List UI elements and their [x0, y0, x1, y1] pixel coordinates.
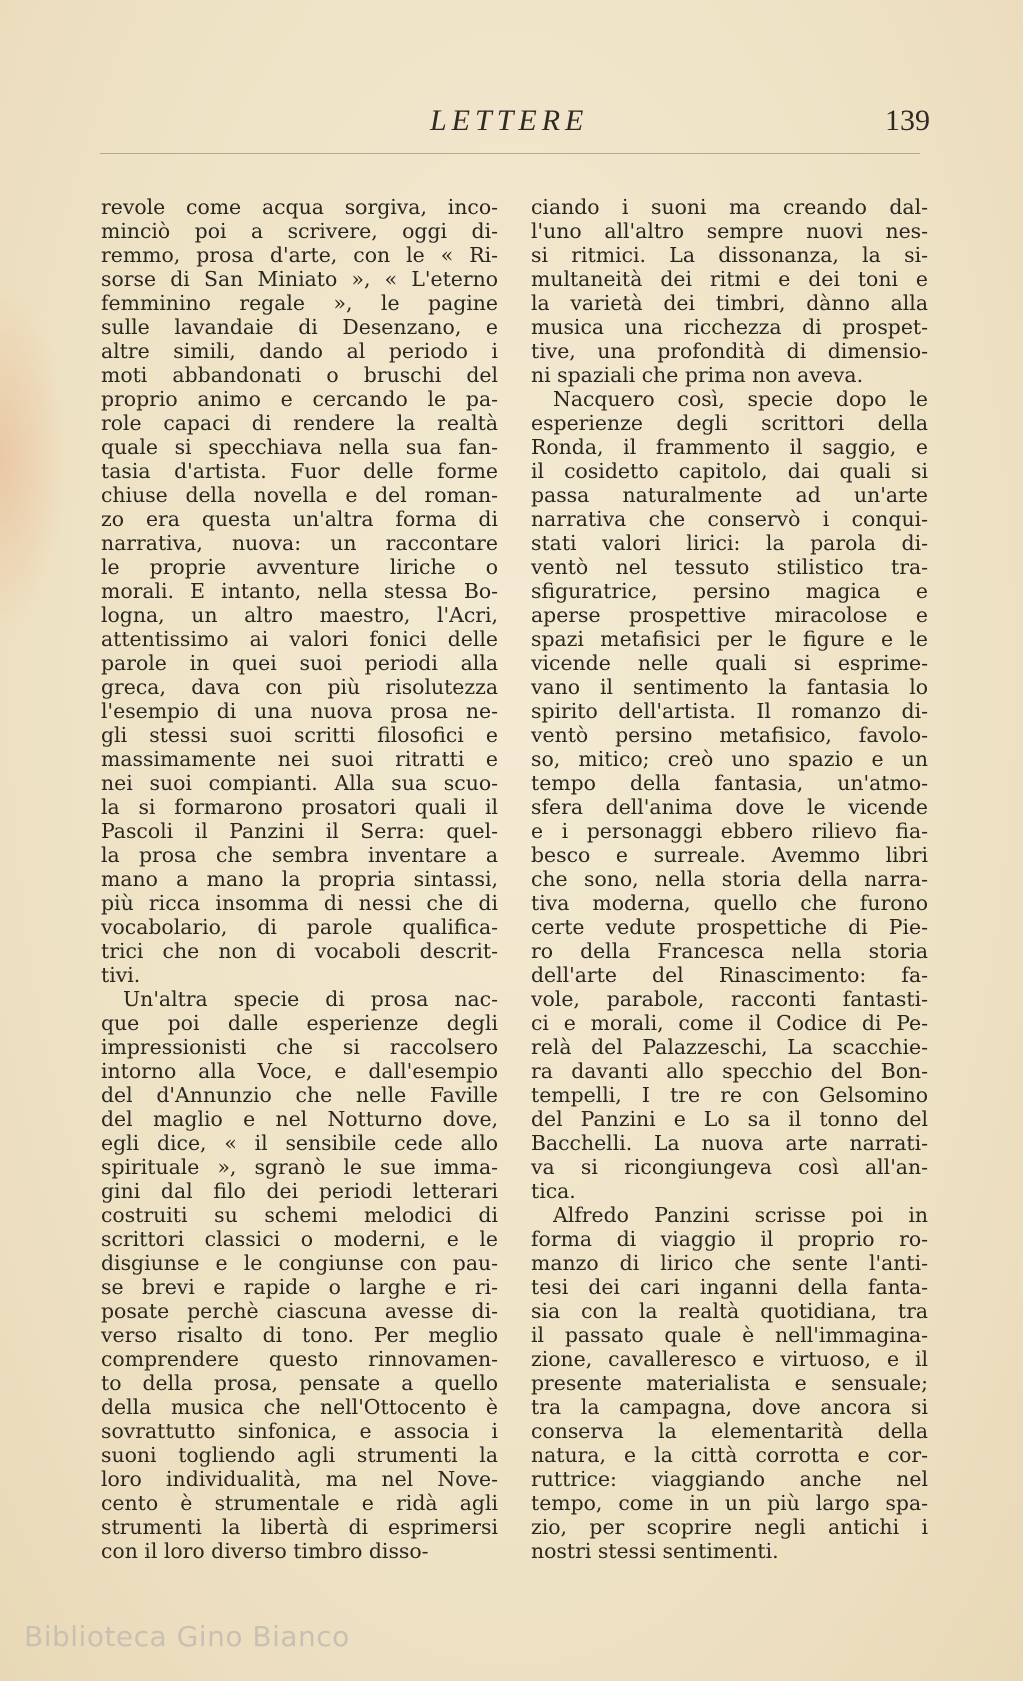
text-line: ventò persino metafisico, favolo- [531, 723, 928, 747]
text-line: che sono, nella storia della narra- [531, 867, 928, 891]
text-line: remmo, prosa d'arte, con le « Ri- [101, 243, 498, 267]
text-line: ciando i suoni ma creando dal- [531, 195, 928, 219]
text-line: massimamente nei suoi ritratti e [101, 747, 498, 771]
text-line: forma di viaggio il proprio ro- [531, 1227, 928, 1251]
text-line: narrativa che conservò i conqui- [531, 507, 928, 531]
text-line: passa naturalmente ad un'arte [531, 483, 928, 507]
text-line: sfiguratrice, persino magica e [531, 579, 928, 603]
text-line: le proprie avventure liriche o [101, 555, 498, 579]
text-line: più ricca insomma di nessi che di [101, 891, 498, 915]
text-line: si ritmici. La dissonanza, la si- [531, 243, 928, 267]
text-line: revole come acqua sorgiva, inco- [101, 195, 498, 219]
text-line: verso risalto di tono. Per meglio [101, 1323, 498, 1347]
text-line: tica. [531, 1179, 576, 1203]
left-text-column [101, 195, 498, 1563]
text-line: morali. E intanto, nella stessa Bo- [101, 579, 498, 603]
text-line: logna, un altro maestro, l'Acri, [101, 603, 498, 627]
text-line: gli stessi suoi scritti filosofici e [101, 723, 498, 747]
text-line: besco e surreale. Avemmo libri [531, 843, 928, 867]
text-line: manzo di lirico che sente l'anti- [531, 1251, 928, 1275]
text-line: musica una ricchezza di prospet- [531, 315, 928, 339]
text-line: posate perchè ciascuna avesse di- [101, 1299, 498, 1323]
text-line: del maglio e nel Notturno dove, [101, 1107, 498, 1131]
text-line: ruttrice: viaggiando anche nel [531, 1467, 928, 1491]
text-line: del Panzini e Lo sa il tonno del [531, 1107, 928, 1131]
text-line: Alfredo Panzini scrisse poi in [553, 1203, 928, 1227]
text-line: altre simili, dando al periodo i [101, 339, 498, 363]
text-line: Pascoli il Panzini il Serra: quel- [101, 819, 498, 843]
text-line: tivi. [101, 963, 141, 987]
text-line: mano a mano la propria sintassi, [101, 867, 498, 891]
text-line: stati valori lirici: la parola di- [531, 531, 928, 555]
text-line: chiuse della novella e del roman- [101, 483, 498, 507]
text-line: sfera dell'anima dove le vicende [531, 795, 928, 819]
text-line: to della prosa, pensate a quello [101, 1371, 498, 1395]
text-line: del d'Annunzio che nelle Faville [101, 1083, 498, 1107]
text-line: nei suoi compianti. Alla sua scuo- [101, 771, 498, 795]
text-line: intorno alla Voce, e dall'esempio [101, 1059, 498, 1083]
text-line: ro della Francesca nella storia [531, 939, 928, 963]
text-line: tiva moderna, quello che furono [531, 891, 928, 915]
text-line: strumenti la libertà di esprimersi [101, 1515, 498, 1539]
text-line: il passato quale è nell'immagina- [531, 1323, 928, 1347]
text-line: certe vedute prospettiche di Pie- [531, 915, 928, 939]
text-line: la prosa che sembra inventare a [101, 843, 498, 867]
text-line: il cosidetto capitolo, dai quali si [531, 459, 928, 483]
text-line: zo era questa un'altra forma di [101, 507, 498, 531]
text-line: greca, dava con più risolutezza [101, 675, 498, 699]
text-line: spirituale », sgranò le sue imma- [101, 1155, 498, 1179]
text-line: tra la campagna, dove ancora si [531, 1395, 928, 1419]
paper-stain [0, 280, 70, 640]
right-text-column [531, 195, 928, 1563]
text-line: della musica che nell'Ottocento è [101, 1395, 498, 1419]
text-line: tempo della fantasia, un'atmo- [531, 771, 928, 795]
text-line: e i personaggi ebbero rilievo fia- [531, 819, 928, 843]
text-line: egli dice, « il sensibile cede allo [101, 1131, 498, 1155]
text-line: comprendere questo rinnovamen- [101, 1347, 498, 1371]
text-line: so, mitico; creò uno spazio e un [531, 747, 928, 771]
text-line: la varietà dei timbri, dànno alla [531, 291, 928, 315]
text-line: ci e morali, come il Codice di Pe- [531, 1011, 928, 1035]
text-line: cento è strumentale e ridà agli [101, 1491, 498, 1515]
text-line: disgiunse e le congiunse con pau- [101, 1251, 498, 1275]
text-line: ventò nel tessuto stilistico tra- [531, 555, 928, 579]
text-line: proprio animo e cercando le pa- [101, 387, 498, 411]
text-line: nostri stessi sentimenti. [531, 1539, 779, 1563]
text-line: con il loro diverso timbro disso- [101, 1539, 429, 1563]
text-line: vano il sentimento la fantasia lo [531, 675, 928, 699]
text-line: zio, per scoprire negli antichi i [531, 1515, 928, 1539]
text-line: trici che non di vocaboli descrit- [101, 939, 498, 963]
text-line: tive, una profondità di dimensio- [531, 339, 928, 363]
text-line: spirito dell'artista. Il romanzo di- [531, 699, 928, 723]
text-line: costruiti su schemi melodici di [101, 1203, 498, 1227]
text-line: se brevi e rapide o larghe e ri- [101, 1275, 498, 1299]
text-line: vole, parabole, racconti fantasti- [531, 987, 928, 1011]
text-line: dell'arte del Rinascimento: fa- [531, 963, 928, 987]
text-line: presente materialista e sensuale; [531, 1371, 928, 1395]
text-line: ni spaziali che prima non aveva. [531, 363, 864, 387]
text-line: relà del Palazzeschi, La scacchie- [531, 1035, 928, 1059]
text-line: tempelli, I tre re con Gelsomino [531, 1083, 928, 1107]
text-line: que poi dalle esperienze degli [101, 1011, 498, 1035]
text-line: vocabolario, di parole qualifica- [101, 915, 498, 939]
text-line: multaneità dei ritmi e dei toni e [531, 267, 928, 291]
text-line: Nacquero così, specie dopo le [553, 387, 928, 411]
text-line: femminino regale », le pagine [101, 291, 498, 315]
text-line: l'uno all'altro sempre nuovi nes- [531, 219, 928, 243]
library-watermark: Biblioteca Gino Bianco [24, 1620, 350, 1653]
text-line: moti abbandonati o bruschi del [101, 363, 498, 387]
text-line: zione, cavalleresco e virtuoso, e il [531, 1347, 928, 1371]
text-line: aperse prospettive miracolose e [531, 603, 928, 627]
text-line: la si formarono prosatori quali il [101, 795, 498, 819]
text-line: l'esempio di una nuova prosa ne- [101, 699, 498, 723]
text-line: suoni togliendo agli strumenti la [101, 1443, 498, 1467]
text-line: esperienze degli scrittori della [531, 411, 928, 435]
text-line: ra davanti allo specchio del Bon- [531, 1059, 928, 1083]
text-line: scrittori classici o moderni, e le [101, 1227, 498, 1251]
text-line: Ronda, il frammento il saggio, e [531, 435, 928, 459]
text-line: conserva la elementarità della [531, 1419, 928, 1443]
text-line: gini dal filo dei periodi letterari [101, 1179, 498, 1203]
text-line: sia con la realtà quotidiana, tra [531, 1299, 928, 1323]
text-line: parole in quei suoi periodi alla [101, 651, 498, 675]
text-line: sulle lavandaie di Desenzano, e [101, 315, 498, 339]
page-number: 139 [885, 104, 930, 137]
text-line: quale si specchiava nella sua fan- [101, 435, 498, 459]
text-line: tempo, come in un più largo spa- [531, 1491, 928, 1515]
text-line: spazi metafisici per le figure e le [531, 627, 928, 651]
running-head: LETTERE [430, 104, 589, 137]
text-line: tesi dei cari inganni della fanta- [531, 1275, 928, 1299]
text-line: sovrattutto sinfonica, e associa i [101, 1419, 498, 1443]
text-line: Bacchelli. La nuova arte narrati- [531, 1131, 928, 1155]
text-line: tasia d'artista. Fuor delle forme [101, 459, 498, 483]
text-line: role capaci di rendere la realtà [101, 411, 498, 435]
text-line: Un'altra specie di prosa nac- [123, 987, 498, 1011]
header-rule [100, 153, 920, 154]
text-line: natura, e la città corrotta e cor- [531, 1443, 928, 1467]
text-line: loro individualità, ma nel Nove- [101, 1467, 498, 1491]
text-line: sorse di San Miniato », « L'eterno [101, 267, 498, 291]
text-line: impressionisti che si raccolsero [101, 1035, 498, 1059]
text-line: vicende nelle quali si esprime- [531, 651, 928, 675]
text-line: va si ricongiungeva così all'an- [531, 1155, 928, 1179]
text-line: narrativa, nuova: un raccontare [101, 531, 498, 555]
text-line: attentissimo ai valori fonici delle [101, 627, 498, 651]
text-line: minciò poi a scrivere, oggi di- [101, 219, 498, 243]
